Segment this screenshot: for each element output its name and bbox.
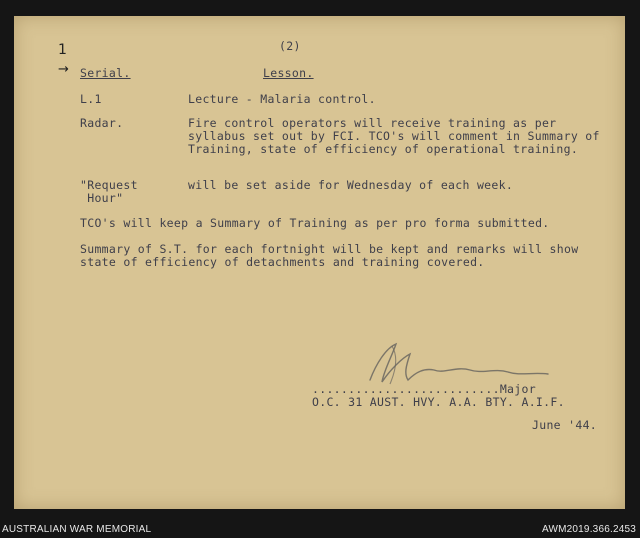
signatory: O.C. 31 AUST. HVY. A.A. BTY. A.I.F. [312,395,565,409]
row-lesson-request-hour: will be set aside for Wednesday of each week. [188,178,514,192]
header-serial: Serial. [80,66,131,80]
footer-accession-number: AWM2019.366.2453 [541,524,636,535]
row-serial-radar: Radar. [80,116,124,130]
footer-institution: AUSTRALIAN WAR MEMORIAL [2,524,152,535]
paragraph-summary-of-training: TCO's will keep a Summary of Training as per pro forma submitted. [80,216,550,230]
row-lesson-radar: Fire control operators will receive training as per syllabus set out by FCI. TCO's will comment in Summary of Training, state of efficiency of operational training. [188,116,600,156]
paragraph-fortnight-summary: Summary of S.T. for each fortnight will be kept and remarks will show state of efficiency of detachments and training covered. [80,242,579,269]
page-number: (2) [279,39,301,53]
signature-line: ..........................Major [312,382,536,396]
margin-tick-mark: 1 [58,42,67,58]
header-lesson: Lesson. [263,66,314,80]
row-lesson-l1: Lecture - Malaria control. [188,92,376,106]
row-serial-l1: L.1 [80,92,102,106]
document-date: June '44. [532,418,598,432]
margin-arrow-mark: → [58,62,69,77]
row-serial-request-hour: "Request Hour" [80,178,138,205]
